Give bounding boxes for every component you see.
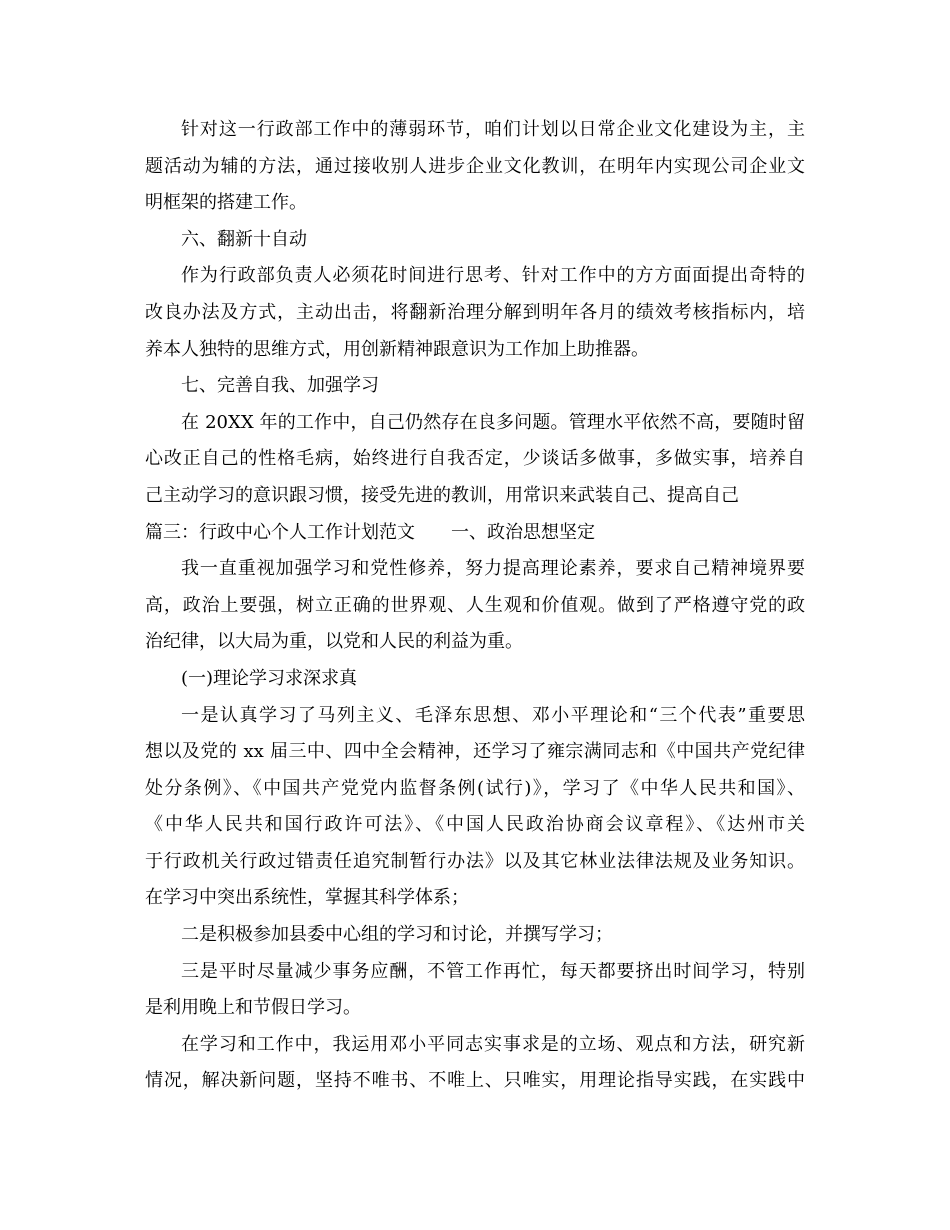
text-line: 作为行政部负责人必须花时间进行思考、针对工作中的方方面面提出奇特的 [181, 265, 805, 287]
text-line: 在 20XX 年的工作中，自己仍然存在良多问题。管理水平依然不高，要随时留 [181, 411, 805, 433]
text-line: 心改正自己的性格毛病，始终进行自我否定，少谈话多做事，多做实事，培养自 [145, 448, 805, 470]
text-line: 处分条例》、《中国共产党党内监督条例(试行)》，学习了《中华人民共和国》、 [145, 777, 805, 799]
text-line: 明框架的搭建工作。 [145, 192, 307, 214]
text-line: 想以及党的 xx 届三中、四中全会精神，还学习了雍宗满同志和《中国共产党纪律 [145, 741, 805, 763]
text-line: 二是积极参加县委中心组的学习和讨论，并撰写学习； [181, 924, 613, 946]
text-line: 是利用晚上和节假日学习。 [145, 997, 361, 1019]
text-line: 情况，解决新问题，坚持不唯书、不唯上、只唯实，用理论指导实践，在实践中 [145, 1070, 805, 1092]
text-line: 三是平时尽量减少事务应酬，不管工作再忙，每天都要挤出时间学习，特别 [181, 960, 805, 982]
text-line: 题活动为辅的方法，通过接收别人进步企业文化教训，在明年内实现公司企业文 [145, 155, 805, 177]
text-line: 篇三：行政中心个人工作计划范文 一、政治思想坚定 [145, 521, 595, 543]
text-line: 七、完善自我、加强学习 [181, 375, 379, 397]
text-line: 一是认真学习了马列主义、毛泽东思想、邓小平理论和“三个代表”重要思 [181, 704, 805, 726]
text-line: 治纪律，以大局为重，以党和人民的利益为重。 [145, 631, 523, 653]
text-line: 《中华人民共和国行政许可法》、《中国人民政治协商会议章程》、《达州市关 [145, 814, 805, 836]
text-line: 改良办法及方式，主动出击，将翻新治理分解到明年各月的绩效考核指标内，培 [145, 301, 805, 323]
text-line: 于行政机关行政过错责任追究制暂行办法》以及其它林业法律法规及业务知识。 [145, 850, 805, 872]
text-line: 高，政治上要强，树立正确的世界观、人生观和价值观。做到了严格遵守党的政 [145, 594, 805, 616]
text-line: 己主动学习的意识跟习惯，接受先进的教训，用常识来武装自己、提高自己 [145, 484, 739, 506]
text-line: 在学习和工作中，我运用邓小平同志实事求是的立场、观点和方法，研究新 [181, 1033, 805, 1055]
text-line: 针对这一行政部工作中的薄弱环节，咱们计划以日常企业文化建设为主，主 [181, 119, 805, 140]
text-line: (一)理论学习求深求真 [181, 667, 358, 689]
text-line: 在学习中突出系统性，掌握其科学体系； [145, 887, 469, 909]
text-line: 六、翻新十自动 [181, 228, 307, 250]
document-body [145, 112, 805, 1100]
text-line: 养本人独特的思维方式，用创新精神跟意识为工作加上助推器。 [145, 338, 649, 360]
text-line: 我一直重视加强学习和党性修养，努力提高理论素养，要求自己精神境界要 [181, 558, 805, 580]
